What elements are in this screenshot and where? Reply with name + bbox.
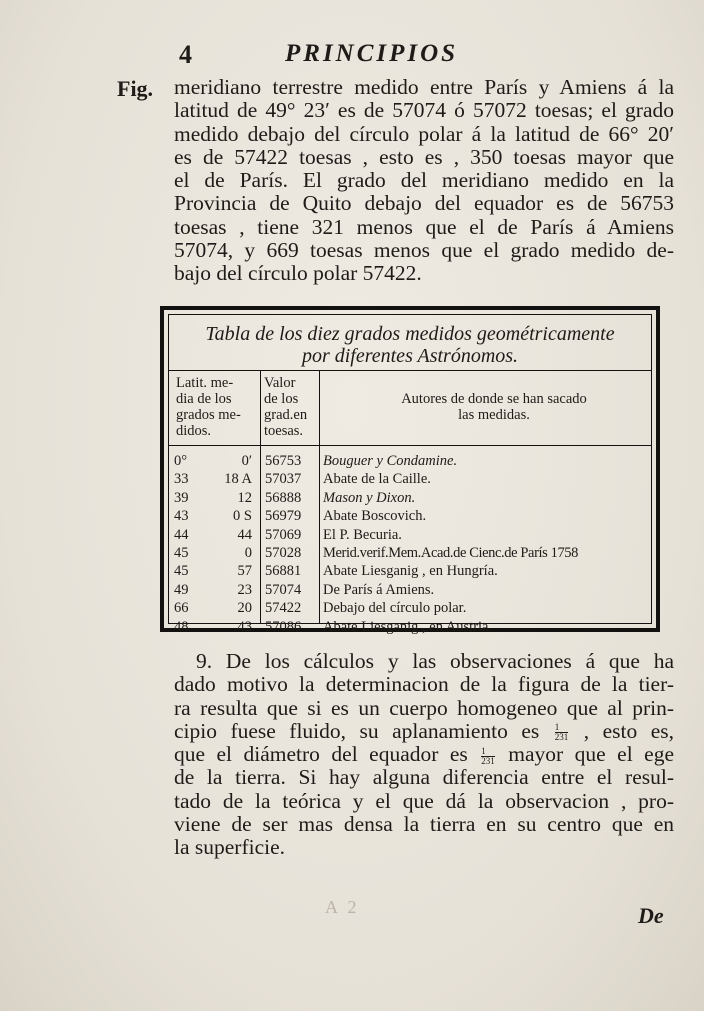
paragraph-line: ra resulta que si es un cuerpo homogeneo que al prin-: [174, 695, 674, 720]
header-line: toesas.: [264, 423, 304, 439]
latitude-minutes: 57: [237, 563, 252, 580]
header-line: dia de los: [176, 391, 232, 407]
degrees-table: [160, 306, 660, 635]
latitude-minutes: 18 A: [224, 471, 252, 488]
paragraph-1: [174, 76, 674, 286]
header-line: de los: [264, 391, 299, 407]
paragraph-line: [174, 720, 674, 743]
author-source: Abate Boscovich.: [323, 508, 427, 525]
text-segment: mayor que el ege: [508, 742, 674, 767]
paragraph-line: dado motivo la determinacion de la figura de la tier-: [174, 672, 674, 697]
table-inner-border: [168, 314, 652, 635]
latitude-degrees: 43: [174, 508, 189, 525]
fraction-numerator: 1: [555, 723, 569, 733]
latitude-degrees: 45: [174, 563, 189, 580]
degree-value: 57037: [265, 471, 302, 488]
degree-value: 56881: [265, 563, 302, 580]
latitude-minutes: 0′: [241, 453, 252, 469]
latitude-minutes: 43: [237, 618, 252, 635]
table-row: [169, 489, 651, 507]
fraction-denominator: 231: [554, 732, 569, 743]
degree-value: 57028: [265, 545, 302, 561]
table-row: [169, 470, 651, 488]
paragraph-line: viene de ser mas densa la tierra en su centro que en: [174, 812, 674, 837]
paragraph-line: medido debajo del círculo polar á la latitud de 66° 20′: [174, 121, 674, 146]
header-rule: [169, 445, 651, 446]
text-segment: , esto es,: [583, 718, 675, 743]
signature-mark: A 2: [325, 897, 360, 917]
table-row: [169, 544, 651, 562]
paragraph-line: latitud de 49° 23′ es de 57074 ó 57072 toesas; el grado: [174, 98, 674, 123]
author-name: Bouguer y Condamine.: [323, 453, 458, 469]
degree-value: 56888: [265, 489, 302, 506]
header-line: las medidas.: [458, 407, 530, 423]
latitude-minutes: 0: [244, 545, 252, 561]
latitude-degrees: 39: [174, 489, 189, 506]
author-source: El P. Becuria.: [323, 526, 402, 543]
latitude-minutes: 20: [237, 600, 252, 617]
author-source: Debajo del círculo polar.: [323, 600, 467, 617]
table-row: [169, 599, 651, 617]
running-head: PRINCIPIOS: [285, 40, 459, 67]
header-line: didos.: [176, 423, 212, 439]
author-source: Abate Liesganig , en Austria.: [323, 618, 493, 635]
table-row: [169, 507, 651, 525]
table-row: [169, 581, 651, 599]
author-source: [323, 452, 457, 470]
author-source: Abate de la Caille.: [323, 471, 431, 488]
paragraph-line: es de 57422 toesas , esto es , 350 toesas mayor que: [174, 144, 674, 169]
column-header-value: [264, 375, 322, 439]
header-line: Autores de donde se han sacado: [401, 391, 587, 407]
paragraph-line: meridiano terrestre medido entre París y Amiens á la: [174, 75, 674, 99]
author-source: Abate Liesganig , en Hungría.: [323, 563, 498, 580]
header-line: Valor: [264, 375, 296, 391]
degree-value: 57069: [265, 526, 302, 543]
latitude-degrees: 33: [174, 471, 189, 488]
latitude-degrees: 48: [174, 618, 189, 635]
latitude-minutes: 0 S: [233, 508, 252, 525]
latitude-minutes: 23: [237, 581, 252, 598]
catchword: De: [638, 903, 664, 928]
fraction-denominator: 231: [481, 755, 495, 766]
table-row: [169, 562, 651, 580]
table-row: [169, 526, 651, 544]
latitude-degrees: 49: [174, 581, 189, 598]
latitude-minutes: 12: [237, 489, 252, 506]
table-title-line-1: Tabla de los diez grados medidos geométricamente: [205, 323, 615, 345]
paragraph-line: de la tierra. Si hay alguna diferencia entre el resul-: [174, 765, 674, 790]
header-line: grad.en: [264, 407, 308, 423]
paragraph-line: Provincia de Quito debajo del equador es de 56753: [174, 191, 674, 216]
paragraph-line: el de París. El grado del meridiano medido en la: [174, 168, 674, 193]
title-rule: [169, 370, 651, 371]
column-header-authors: [329, 375, 659, 423]
page-number: 4: [179, 40, 192, 69]
text-segment: que el diámetro del equador es: [174, 742, 468, 767]
author-source: [323, 489, 415, 507]
table-row: [169, 452, 651, 470]
latitude-minutes: 44: [237, 526, 252, 543]
paragraph-line: toesas , tiene 321 menos que el de París á Amiens: [174, 214, 674, 239]
latitude-degrees: 45: [174, 545, 189, 561]
paragraph-line: la superficie.: [174, 835, 286, 860]
header-line: grados me-: [176, 407, 241, 423]
degree-value: 56979: [265, 508, 302, 525]
column-header-latitude: [176, 375, 256, 439]
degree-value: 57422: [265, 600, 302, 617]
latitude-degrees: 0°: [174, 453, 188, 469]
paragraph-line: 9. De los cálculos y las observaciones á que ha: [196, 649, 674, 673]
table-title-line-2: por diferentes Astrónomos.: [301, 345, 519, 367]
paragraph-line: [174, 743, 674, 766]
text-segment: cipio fuese fluido, su aplanamiento es: [174, 718, 540, 743]
degree-value: 57074: [265, 581, 302, 598]
paragraph-line: tado de la teórica y el que dá la observacion , pro-: [174, 788, 674, 813]
paragraph-line: bajo del círculo polar 57422.: [174, 261, 422, 286]
author-source: Merid.verif.Mem.Acad.de Cienc.de París 1758: [323, 545, 579, 561]
fraction: [555, 723, 569, 742]
fraction-numerator: 1: [481, 747, 495, 757]
author-source: De París á Amiens.: [323, 581, 435, 598]
fraction: [481, 747, 495, 766]
paragraph-line: 57074, y 669 toesas menos que el grado medido de-: [174, 238, 674, 263]
degree-value: 56753: [265, 453, 302, 469]
header-line: Latit. me-: [176, 375, 234, 391]
table-row: [169, 618, 651, 636]
degree-value: 57086: [265, 618, 302, 635]
paragraph-2: [174, 650, 674, 860]
latitude-degrees: 66: [174, 600, 189, 617]
latitude-degrees: 44: [174, 526, 189, 543]
fig-margin-label: Fig.: [117, 76, 154, 101]
author-name: Mason y Dixon.: [323, 489, 416, 506]
